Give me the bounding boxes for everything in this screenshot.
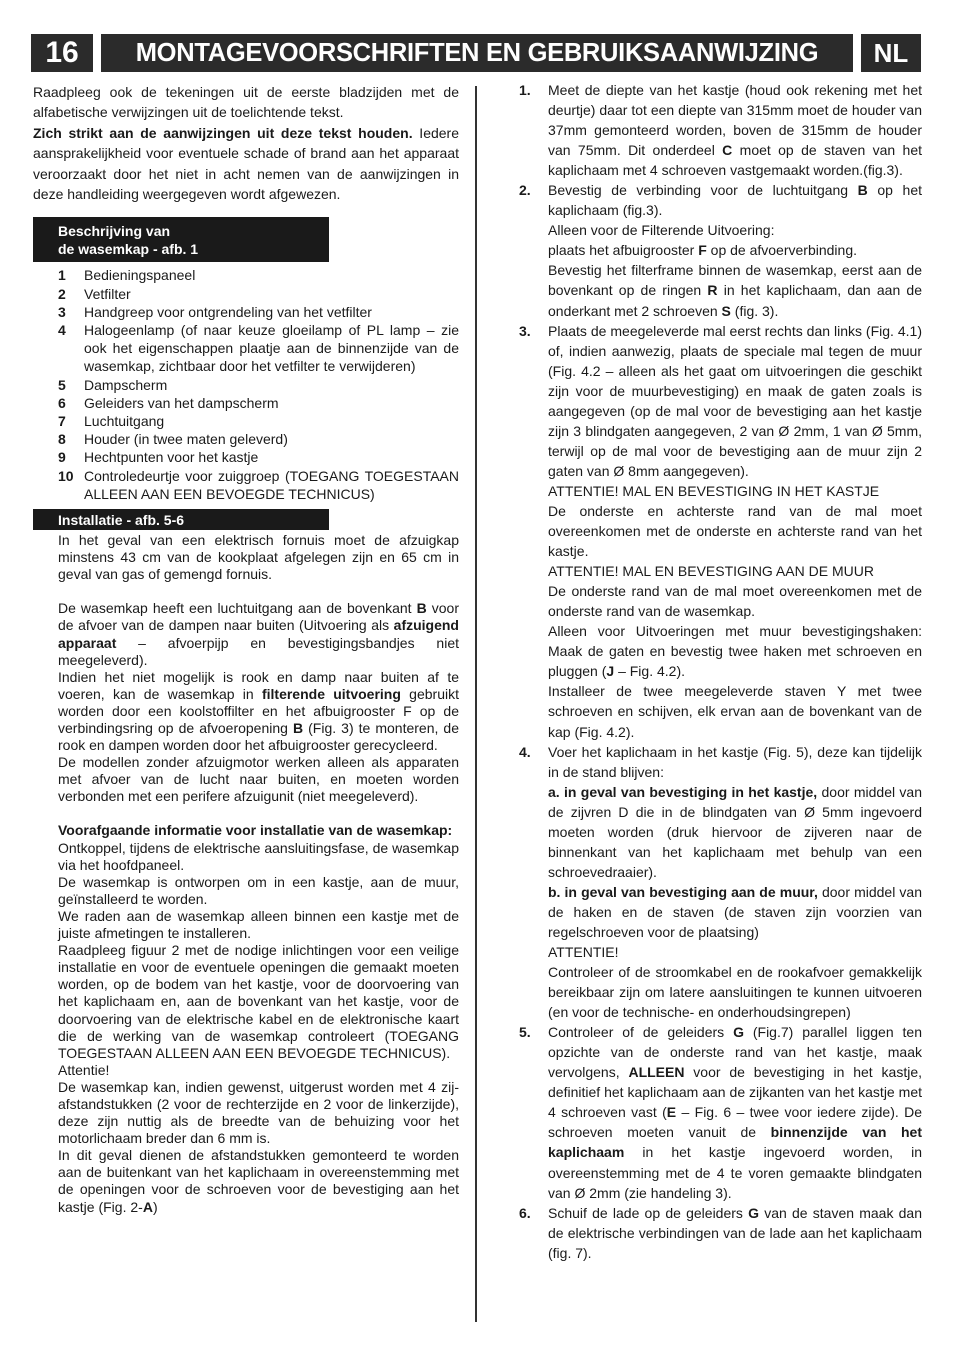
- installation-text: [58, 532, 459, 1216]
- right-column: [519, 80, 922, 1263]
- preliminary-text: Ontkoppel, tijdens de elektrische aansluitingsfase, de wasemkap via het hoofdpaneel.: [58, 839, 459, 873]
- preliminary-heading: Voorafgaande informatie voor installatie van de wasemkap:: [58, 822, 453, 839]
- section-heading-installation: Installatie - afb. 5-6: [33, 509, 329, 530]
- preliminary-text: De wasemkap is ontworpen om in een kastje, aan de muur, geïnstalleerd te worden.: [58, 873, 459, 907]
- left-column: [33, 82, 459, 1216]
- list-item: 10 Controledeurtje voor zuiggroep (TOEGANG TOEGESTAAN ALLEEN AAN EEN BEVOEGDE TECHNICUS): [58, 467, 459, 502]
- language-badge: NL: [861, 34, 921, 72]
- step-5: 5. Controleer of de geleiders G (Fig.7) parallel liggen ten opzichte van de onderste rand van het kastje, maak vervolgens, ALLEEN voor de bevestiging in het kastje, definitief het kaplichaam aan de zijkanten van het kastje met 4 schroeven vast (E – Fig. 6 – twee voor iedere zijde). De schroeven moeten vanuit de binnenzijde van het kaplichaam in het kastje ingevoerd worden, in overeenstemming met de 4 te voren gemaakte blindgaten van Ø 2mm (zie handeling 3).: [519, 1024, 923, 1201]
- no-motor-paragraph: De modellen zonder afzuigmotor werken alleen als apparaten met afvoer van de lucht naar buiten, en moeten worden verbonden met een perifere afzuigunit (niet meegeleverd).: [58, 754, 459, 805]
- attention-label: Attentie!: [58, 1061, 110, 1078]
- step-3: 3. Plaats de meegeleverde mal eerst rechts dan links (Fig. 4.1) of, indien aanwezig, plaats de speciale mal tegen de muur (Fig. 4.2 – alleen als het gaat om uitvoeringen die geschikt zijn voor de muurbevestiging) en maak de gaten zoals is aangegeven (op de mal voor de bevestiging aan het kastje zijn 3 blindgaten aangegeven, 2 van Ø 2mm, 1 van Ø 5mm, terwijl op de mal voor de bevestiging aan de muur zijn 2 gaten van Ø 8mm aangegeven). ATTENTIE! MAL EN BEVESTIGING IN HET KASTJE De onderste en achterste rand van de mal moet overeenkomen met de onderste en achterste rand van het kastje. ATTENTIE! MAL EN BEVESTIGING AAN DE MUUR De onderste rand van de mal moet overeenkomen met de onderste rand van de wasemkap. Alleen voor Uitvoeringen met muur bevestigingshaken: Maak de gaten en bevestig twee haken met schroeven en pluggen (J – Fig. 4.2). Installeer de twee meegeleverde staven Y met twee schroeven en schijven, elk ervan aan de bovenkant van de kap (Fig. 4.2).: [519, 322, 922, 740]
- intro-warning: Zich strikt aan de aanwijzingen uit deze tekst houden. Iedere aansprakelijkheid voor eventuele schade of brand aan het apparaat veroorzaakt door het niet in acht nemen van de aanwijzingen in deze handleiding weergegeven wordt afgewezen.: [33, 124, 459, 203]
- page-number: 16: [31, 34, 93, 72]
- outlet-paragraph: De wasemkap heeft een luchtuitgang aan de bovenkant B voor de afvoer van de dampen naar buiten (Uitvoering als afzuigend apparaat – afvoerpijp en bevestigingsbandjes niet meegeleverd).: [58, 600, 460, 668]
- preliminary-text: De wasemkap kan, indien gewenst, uitgerust worden met 4 zij- afstandstukken (2 voor de rechterzijde en 2 voor de linkerzijde), deze zijn nuttig als de breedte van de behuizing voor het motorlichaam breder dan 6 mm is.: [58, 1078, 459, 1147]
- list-item: 8 Houder (in twee maten geleverd): [58, 431, 288, 448]
- list-item: 4 Halogeenlamp (of naar keuze gloeilamp of PL lamp – zie ook het eigenschappen plaatje aan de binnenzijde van de wasemkap, zichtbaar door het vetfilter te verwijderen): [58, 322, 459, 375]
- step-4: 4. Voer het kaplichaam in het kastje (Fig. 5), deze kan tijdelijk in de stand blijven: a. in geval van bevestiging in het kastje, door middel van de zijvren D die in de blindgaten van Ø 5mm ingevoerd moeten worden (druk hiervoor de zijveren naar de binnenkant van het kaplichaam met behulp van een schroevedraaier). b. in geval van bevestiging aan de muur, door middel van de haken en de staven (de staven zijn voorzien van regelschroeven voor de plaatsing) ATTENTIE! Controleer of de stroomkabel en de rookafvoer gemakkelijk bereikbaar zijn om latere aansluitingen te kunnen uitvoeren (en voor de technische- en onderhoudsingrepen): [519, 743, 923, 1021]
- list-item: 7 Luchtuitgang: [58, 413, 165, 430]
- list-item: 1 Bedieningspaneel: [58, 267, 196, 284]
- preliminary-text: We raden aan de wasemkap alleen binnen een kastje met de juiste afmetingen te installeren.: [58, 907, 459, 942]
- list-item: 2 Vetfilter: [58, 285, 131, 302]
- preliminary-text: Raadpleeg figuur 2 met de nodige inlichtingen voor een veilige installatie en voor de eventuele openingen die gemaakt moeten worden, op de bodem van het kastje, voor de doorvoering van het kaplichaam en, aan de bovenkant van het kastje, voor de doorvoering van de elektrische kabel en de elektronische kaart die de werking van de wasemkap controleert (TOEGANG TOEGESTAAN ALLEEN AAN EEN BEVOEGDE TECHNICUS).: [58, 942, 459, 1061]
- list-item: 5 Dampscherm: [58, 376, 168, 393]
- intro-paragraph: Raadpleeg ook de tekeningen uit de eerste bladzijden met de alfabetische verwijzingen uit de toelichtende tekst.: [33, 84, 459, 121]
- column-divider: [475, 86, 477, 1322]
- list-item: 3 Handgreep voor ontgrendeling van het vetfilter: [58, 303, 372, 320]
- step-1: 1. Meet de diepte van het kastje (houd ook rekening met het deurtje) daar tot een diepte van 315mm moet de houder van 37mm gemonteerd worden, boven de 315mm de houder van 75mm. Dit onderdeel C moet op de staven van het kaplichaam met 4 schroeven vastgemaakt worden.(fig.3).: [519, 82, 922, 179]
- page-title: MONTAGEVOORSCHRIFTEN EN GEBRUIKSAANWIJZING: [101, 34, 853, 72]
- section-heading-description: Beschrijving van de wasemkap - afb. 1: [33, 217, 329, 262]
- list-item: 9 Hechtpunten voor het kastje: [58, 449, 259, 466]
- filter-paragraph: Indien het niet mogelijk is rook en damp naar buiten af te voeren, kan de wasemkap in filterende uitvoering gebruikt worden door een koolstoffilter en het afbuigrooster F op de verbindingsring op de afvoeropening B (Fig. 3) te monteren, de rook en dampen worden door het afbuigrooster gerecycleerd.: [58, 668, 459, 754]
- preliminary-text: In dit geval dienen de afstandstukken gemonteerd te worden aan de buitenkant van het kaplichaam in overeenstemming met de openingen voor de schroeven voor de bevestiging aan het kastje (Fig. 2-A): [58, 1147, 459, 1215]
- step-2: 2. Bevestig de verbinding voor de luchtuitgang B op het kaplichaam (fig.3). Alleen voor de Filterende Uitvoering: plaats het afbuigrooster F op de afvoerverbinding. Bevestig het filterframe binnen de wasemkap, eerst aan de bovenkant op de ringen R in het kaplichaam, dan aan de onderkant met 2 schroeven S (fig. 3).: [519, 182, 922, 319]
- step-6: 6. Schuif de lade op de geleiders G van de staven maak dan de elektrische verbindingen van de lade aan het kaplichaam (fig. 7).: [519, 1204, 923, 1261]
- parts-list: [58, 266, 459, 503]
- list-item: 6 Geleiders van het dampscherm: [58, 394, 279, 411]
- distance-paragraph: In het geval van een elektrisch fornuis moet de afzuigkap minstens 43 cm van de kookplaat afgelegen zijn en 65 cm in geval van gas of gemengd fornuis.: [58, 532, 459, 583]
